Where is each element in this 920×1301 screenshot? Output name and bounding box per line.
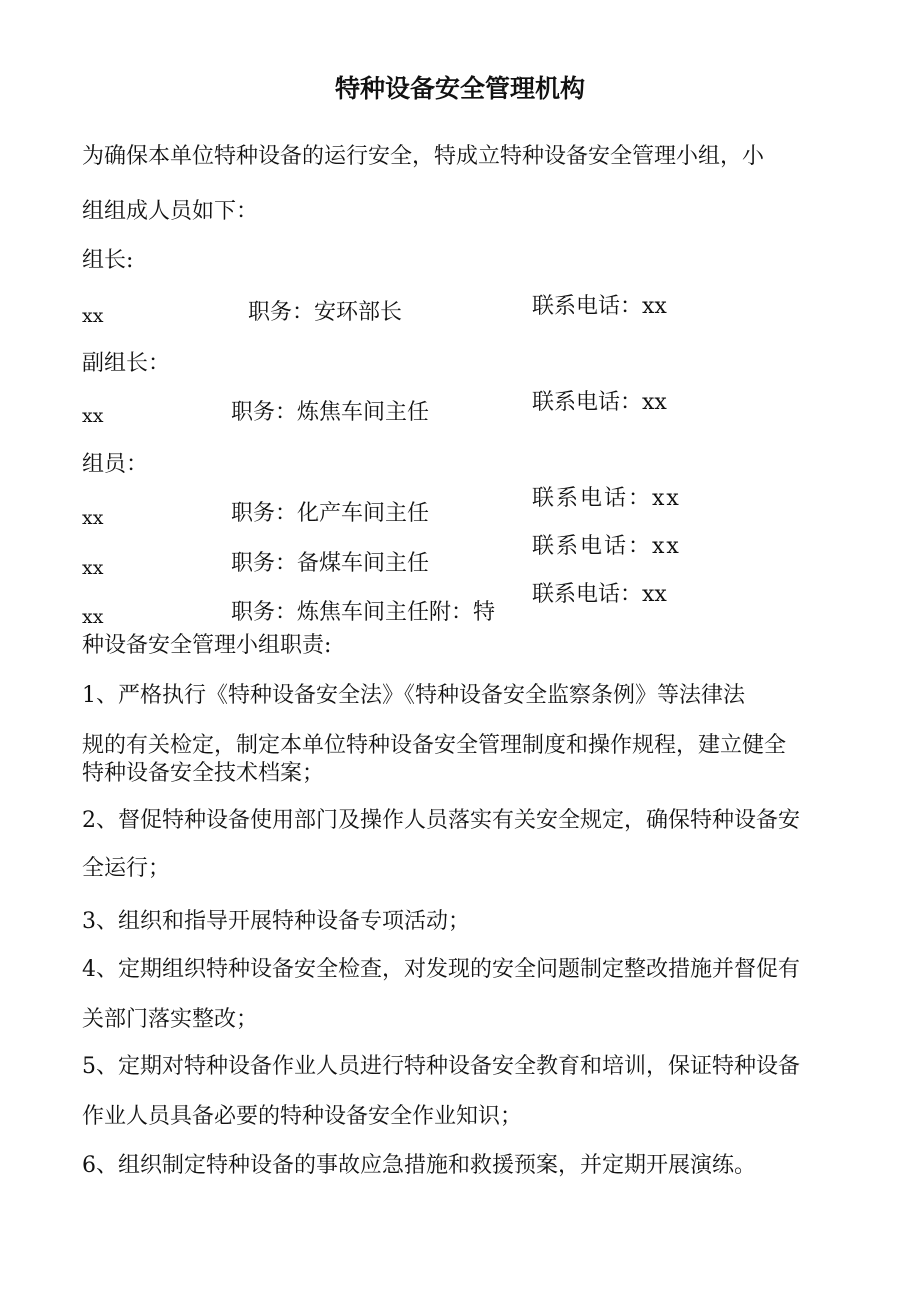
member-phone: 联系电话：xx [532,486,681,511]
member-name: xx [82,557,104,579]
member-phone: 联系电话：xx [532,534,681,559]
intro-line-1: 为确保本单位特种设备的运行安全，特成立特种设备安全管理小组，小 [82,144,765,169]
leader-phone: 联系电话：xx [532,294,667,319]
member-name: xx [82,606,104,628]
leader-heading: 组长: [82,248,134,273]
duties-heading: 种设备安全管理小组职责: [82,633,332,658]
member-position: 职务：化产车间主任 [231,501,430,526]
duty-line: 5、定期对特种设备作业人员进行特种设备安全教育和培训，保证特种设备 [82,1054,800,1079]
deputy-position: 职务：炼焦车间主任 [231,400,430,425]
leader-position: 职务：安环部长 [248,300,403,325]
members-heading: 组员： [82,452,149,477]
deputy-name: xx [82,405,104,427]
duty-line: 全运行； [82,856,171,881]
member-phone: 联系电话：xx [532,582,667,607]
member-position: 职务：备煤车间主任 [231,551,430,576]
intro-line-2: 组组成人员如下： [82,199,259,224]
document-title: 特种设备安全管理机构 [334,74,585,103]
member-name: xx [82,507,104,529]
duty-line: 2、督促特种设备使用部门及操作人员落实有关安全规定，确保特种设备安 [82,808,800,833]
deputy-heading: 副组长： [82,351,171,376]
duty-line: 4、定期组织特种设备安全检查，对发现的安全问题制定整改措施并督促有 [82,957,800,982]
deputy-phone: 联系电话：xx [532,390,667,415]
leader-name: xx [82,305,104,327]
duty-line: 规的有关检定，制定本单位特种设备安全管理制度和操作规程，建立健全 [82,733,787,758]
duty-line: 3、组织和指导开展特种设备专项活动； [82,909,470,934]
duty-line: 1、严格执行《特种设备安全法》《特种设备安全监察条例》等法律法 [82,683,745,708]
duty-line: 特种设备安全技术档案； [82,761,325,786]
duty-line: 作业人员具备必要的特种设备安全作业知识； [82,1104,523,1129]
member-position: 职务：炼焦车间主任附：特 [231,600,496,625]
duty-line: 关部门落实整改； [82,1007,259,1032]
duty-line: 6、组织制定特种设备的事故应急措施和救援预案，并定期开展演练。 [82,1153,756,1178]
